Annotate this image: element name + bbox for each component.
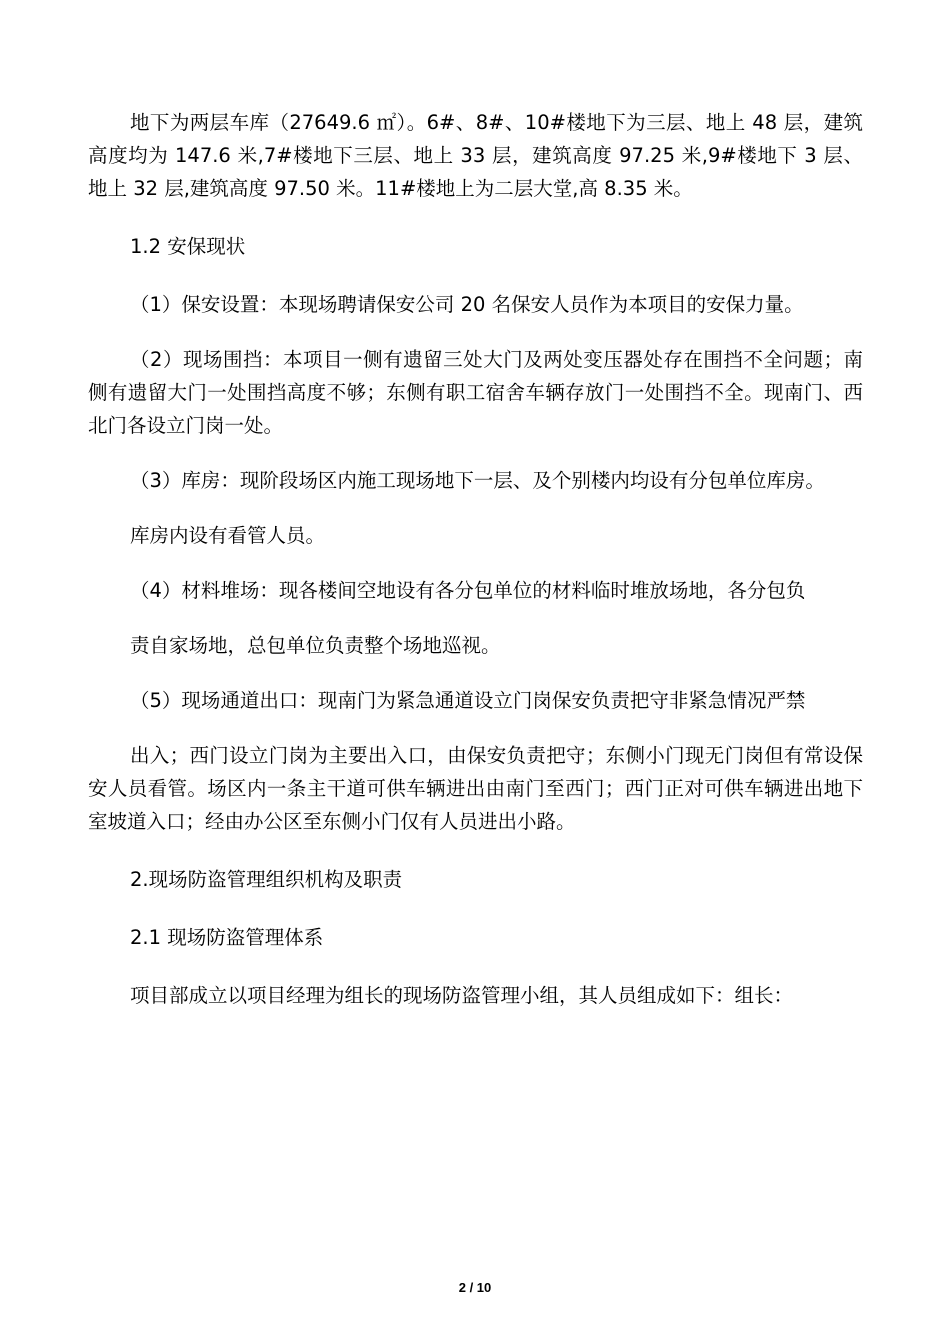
- paragraph-warehouse-guard: 库房内设有看管人员。: [130, 524, 326, 547]
- paragraph-material-yard-cont: 责自家场地，总包单位负责整个场地巡视。: [130, 634, 501, 657]
- paragraph-site-exits-cont: 出入；西门设立门岗为主要出入口，由保安负责把守；东侧小门现无门岗但有常设保安人员看管。场区内一条主干道可供车辆进出由南门至西门；西门正对可供车辆进出地下室坡道入口；经由办公区至东侧小门仅有人员进出小路。: [88, 744, 863, 833]
- paragraph-guard-setup: （1）保安设置：本现场聘请保安公司 20 名保安人员作为本项目的安保力量。: [130, 293, 804, 316]
- heading-security-status: 1.2 安保现状: [130, 235, 246, 258]
- paragraph-material-yard: （4）材料堆场：现各楼间空地设有各分包单位的材料临时堆放场地，各分包负: [130, 579, 806, 602]
- document-body: [88, 106, 863, 1012]
- paragraph-site-fencing: （2）现场围挡：本项目一侧有遗留三处大门及两处变压器处存在围挡不全问题；南侧有遗留大门一处围挡高度不够；东侧有职工宿舍车辆存放门一处围挡不全。现南门、西北门各设立门岗一处。: [88, 348, 863, 437]
- paragraph-site-exits: （5）现场通道出口：现南门为紧急通道设立门岗保安负责把守非紧急情况严禁: [130, 689, 806, 712]
- paragraph-building-overview: 地下为两层车库（27649.6 ㎡）。6#、8#、10#楼地下为三层、地上 48 层，建筑高度均为 147.6 米,7#楼地下三层、地上 33 层，建筑高度 97.25 米,9#楼地下 3 层、地上 32 层,建筑高度 97.50 米。11#楼地上为二层大堂,高 8.35 米。: [88, 111, 863, 200]
- heading-theft-prevention-org: 2.现场防盗管理组织机构及职责: [130, 868, 403, 891]
- page-number: 2 / 10: [458, 1280, 492, 1295]
- heading-theft-prevention-system: 2.1 现场防盗管理体系: [130, 926, 324, 949]
- paragraph-warehouse: （3）库房：现阶段场区内施工现场地下一层、及个别楼内均设有分包单位库房。: [130, 469, 825, 492]
- paragraph-management-team: 项目部成立以项目经理为组长的现场防盗管理小组，其人员组成如下：组长：: [130, 984, 794, 1007]
